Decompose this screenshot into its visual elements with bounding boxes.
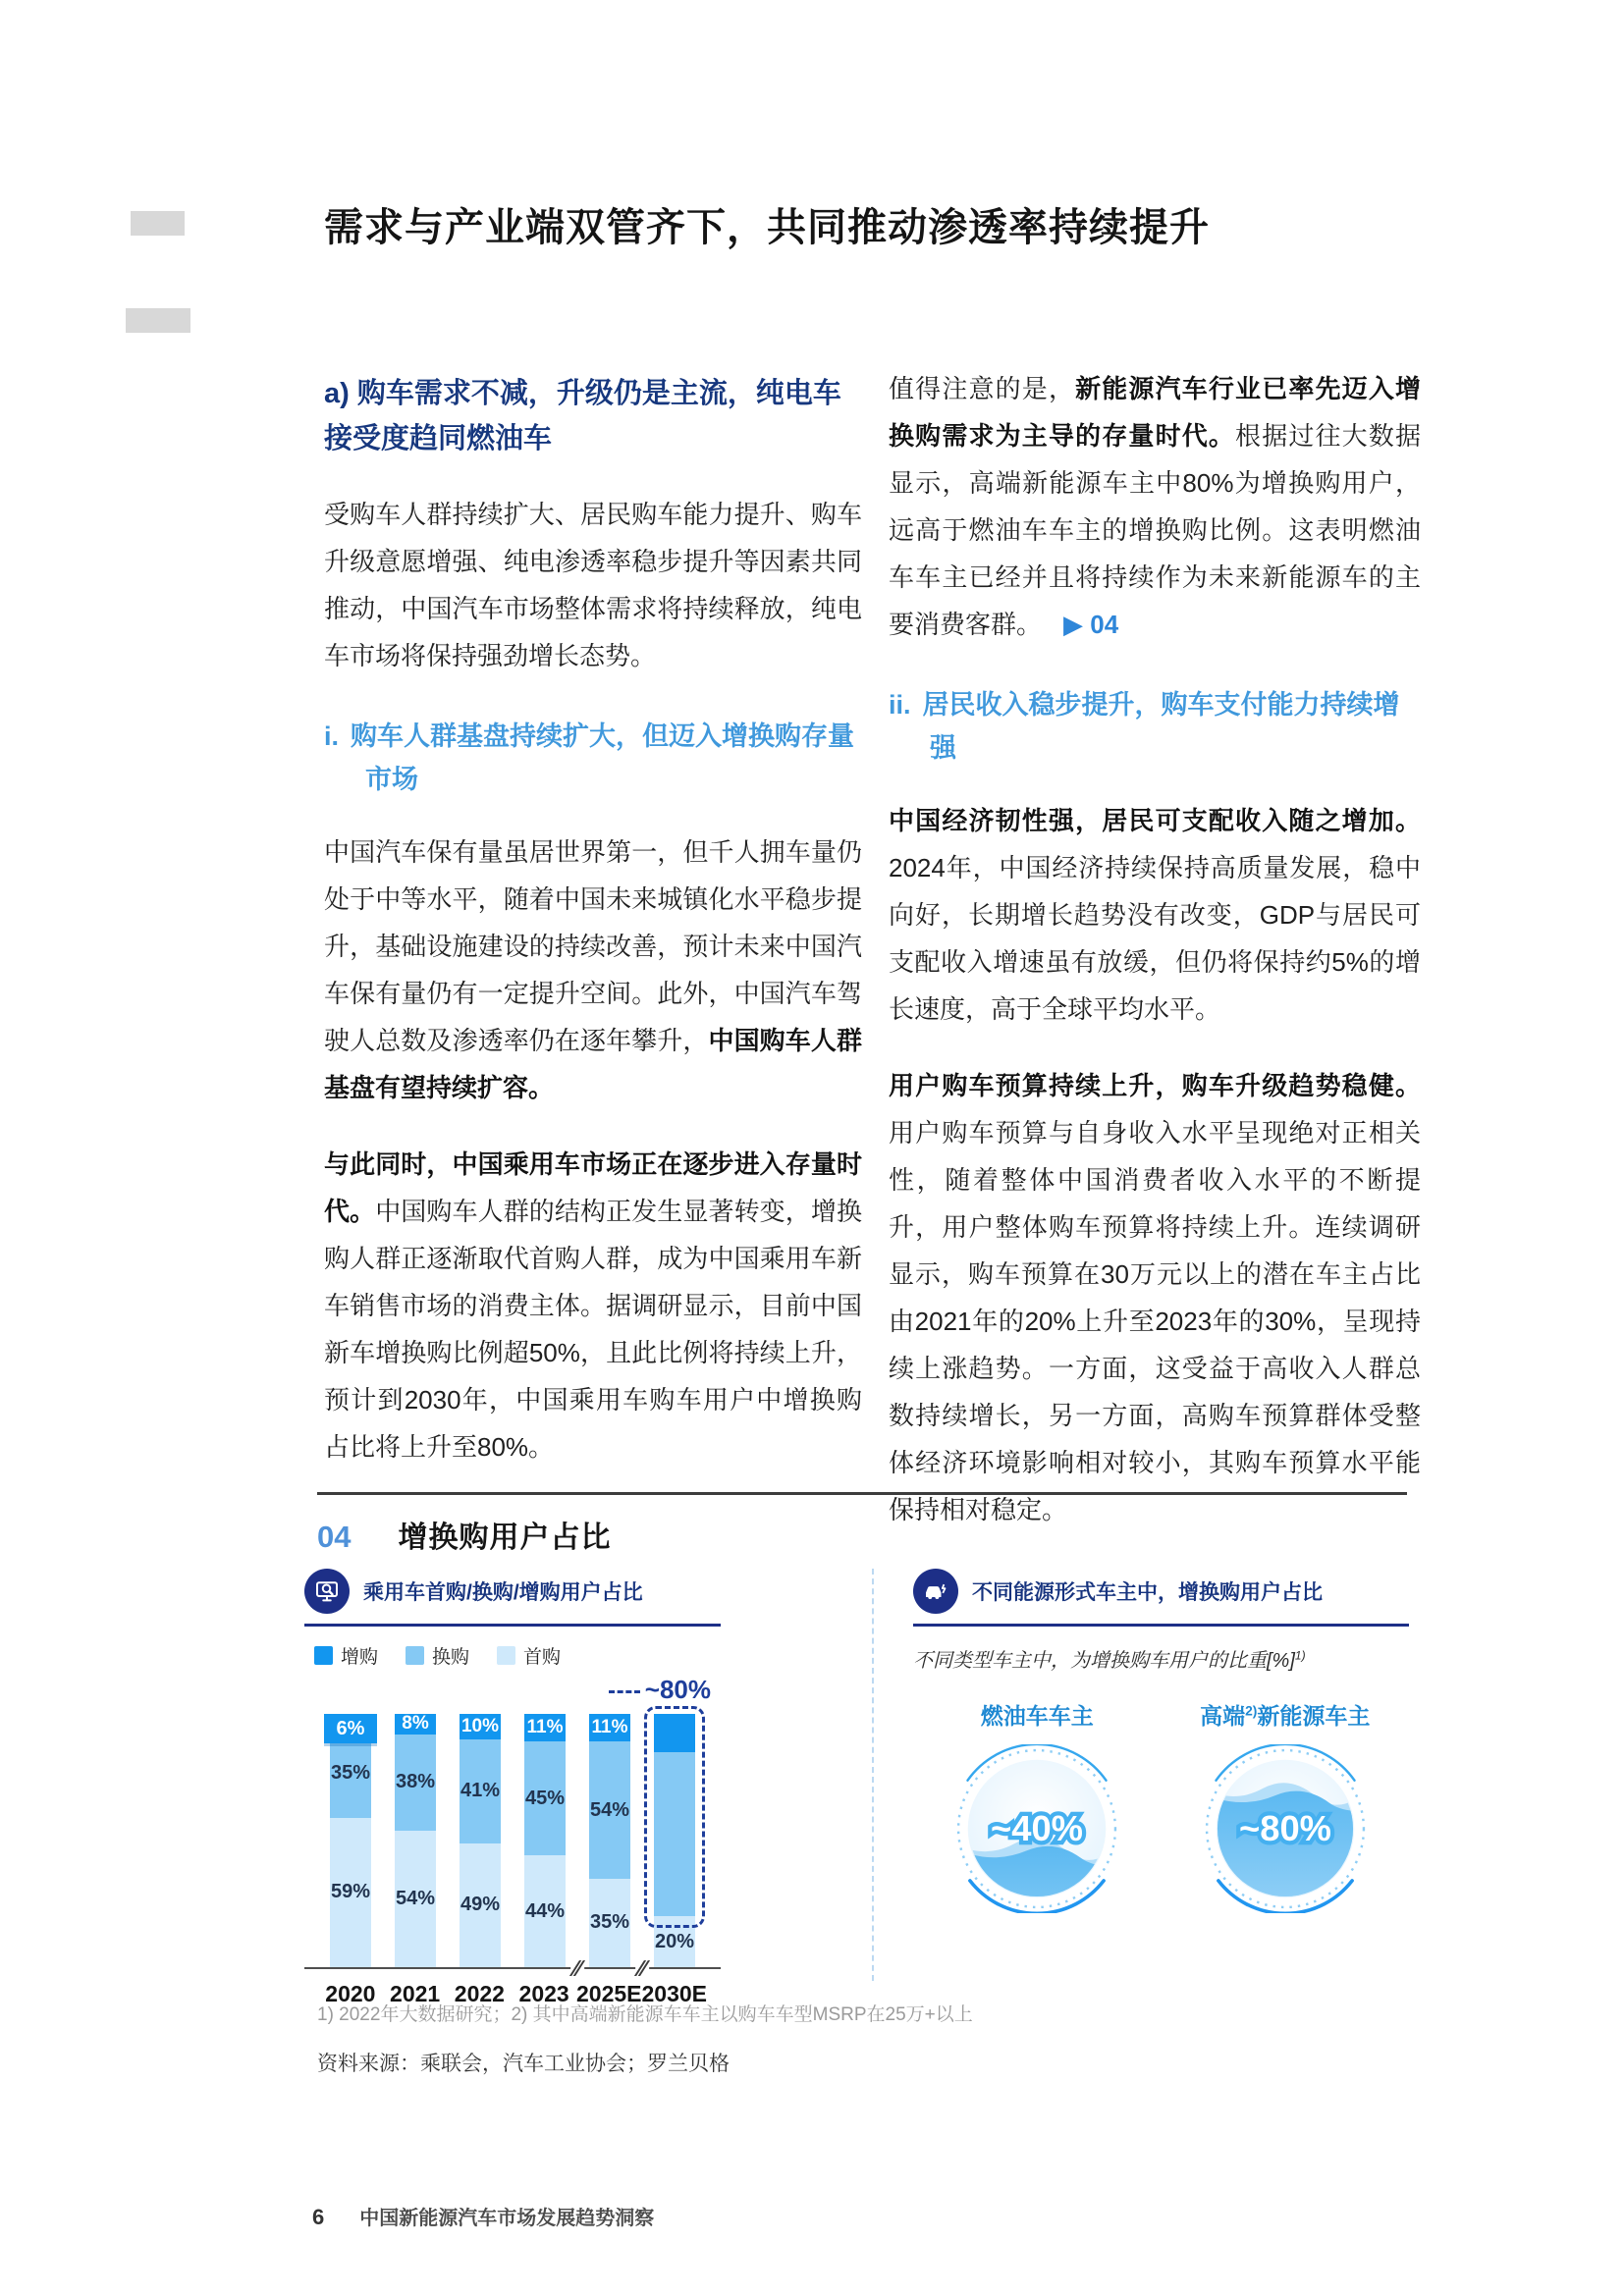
legend-item: 增购: [314, 1642, 378, 1669]
subheading-i-text: 购车人群基盘持续扩大，但迈入增换购存量市场: [351, 721, 855, 794]
page-number: 6: [312, 2205, 325, 2229]
bar-segment: 35%: [589, 1879, 630, 1967]
right-column: [889, 365, 1421, 1563]
bar-column: [318, 1714, 383, 1967]
x-tick-label: 2020: [325, 1981, 376, 2006]
bar-column: [513, 1714, 577, 1967]
paragraph: 值得注意的是，新能源汽车行业已率先迈入增换购需求为主导的存量时代。根据过往大数据显示，高端新能源车主中80%为增换购用户，远高于燃油车车主的增换购比例。这表明燃油车车主已经并且将持续作为未来新能源车的主要消费客群。 ▶ 04: [889, 374, 1421, 639]
subheading-ii-text: 居民收入稳步提升，购车支付能力持续增强: [922, 690, 1400, 763]
paragraph: 中国汽车保有量虽居世界第一，但千人拥车量仍处于中等水平，随着中国未来城镇化水平稳步提升，基础设施建设的持续改善，预计未来中国汽车保有量仍有一定提升空间。此外，中国汽车驾驶人总数及渗透率仍在逐年攀升，中国购车人群基盘有望持续扩容。: [324, 837, 862, 1102]
subheading-ii: [889, 683, 1421, 770]
bar-segment: 54%: [589, 1741, 630, 1878]
x-tick-label: 2025E: [576, 1981, 642, 2006]
legend-item: 首购: [497, 1642, 561, 1669]
bar-segment: 45%: [524, 1741, 566, 1855]
bar-column: [577, 1714, 642, 1967]
subheading-i-marker: i.: [324, 721, 340, 751]
figure-header: [317, 1513, 611, 1556]
subheading-ii-marker: ii.: [889, 690, 911, 720]
x-tick-label: 2030E: [641, 1981, 708, 2006]
bar-segment: 11%: [589, 1714, 630, 1741]
bar-segment: 38%: [395, 1735, 436, 1831]
water-gauge: [946, 1744, 1128, 1913]
x-tick-label: 2022: [454, 1981, 505, 2006]
left-column: [324, 365, 862, 1500]
bar-segment: 10%: [460, 1714, 501, 1739]
annotation-dashed-box: [644, 1706, 705, 1928]
gauge-row: [913, 1698, 1409, 1913]
water-gauge: [1194, 1744, 1377, 1913]
bar-chart-header: [304, 1569, 721, 1627]
page-footer: [312, 2202, 654, 2230]
stacked-bar-chart: [318, 1675, 711, 1981]
paragraph: 受购车人群持续扩大、居民购车能力提升、购车升级意愿增强、纯电渗透率稳步提升等因素共同推动，中国汽车市场整体需求将持续释放，纯电车市场将保持强劲增长态势。: [324, 500, 862, 670]
paragraph: 与此同时，中国乘用车市场正在逐步进入存量时代。中国购车人群的结构正发生显著转变，增换购人群正逐渐取代首购人群，成为中国乘用车新车销售市场的消费主体。据调研显示，目前中国新车增换购比例超50%，且此比例将持续上升，预计到2030年，中国乘用车购车用户中增换购占比将上升至80%。: [324, 1149, 862, 1462]
section-a-heading: a) 购车需求不减，升级仍是主流，纯电车接受度趋同燃油车: [324, 378, 841, 454]
gauge-fuel: [913, 1698, 1162, 1913]
gauge-panel-title: 不同能源形式车主中，增换购用户占比: [972, 1581, 1323, 1604]
bar-chart-title: 乘用车首购/换购/增购用户占比: [363, 1581, 643, 1604]
bar-segment: 54%: [395, 1831, 436, 1967]
bars: [318, 1675, 711, 1967]
bar-segment: 11%: [524, 1714, 566, 1741]
decorative-gray-bar: [131, 211, 185, 236]
legend-item: 换购: [406, 1642, 469, 1669]
bar-segment: [330, 1714, 371, 1739]
bar-column: [642, 1675, 711, 1967]
gauge-nev-label: 高端$^{2)}$新能源车主: [1200, 1703, 1371, 1729]
gauge-nev-value: ~80%: [1238, 1808, 1331, 1849]
figure-footnote: 1) 2022年大数据研究；2) 其中高端新能源车车主以购车车型MSRP在25万+以上: [317, 2004, 973, 2025]
gauge-panel: [913, 1569, 1409, 1913]
figure-source: 资料来源：乘联会，汽车工业协会；罗兰贝格: [317, 2053, 730, 2075]
figure-title: 增换购用户占比: [398, 1522, 612, 1554]
gauge-fuel-value: ~40%: [991, 1808, 1084, 1849]
x-axis-line: [304, 1967, 721, 1969]
bar-chart-panel: [304, 1569, 721, 2007]
gauge-nev: [1162, 1698, 1410, 1913]
x-tick-label: 2023: [518, 1981, 569, 2006]
bar-segment: 49%: [460, 1843, 501, 1967]
bar-segment: 44%: [524, 1855, 566, 1967]
bar-segment: 59%: [330, 1818, 371, 1967]
bar-segment: 20%: [654, 1916, 695, 1967]
bar-segment: 8%: [395, 1714, 436, 1735]
chart-legend: [314, 1642, 721, 1669]
highlight-badge: 6%: [324, 1714, 377, 1743]
bar-column: [448, 1714, 513, 1967]
subheading-i: [324, 715, 862, 801]
x-tick-label: 2021: [390, 1981, 441, 2006]
page-title: 需求与产业端双管齐下，共同推动渗透率持续提升: [324, 206, 1210, 249]
vehicles-energy-icon: [913, 1569, 958, 1614]
panel-separator: [872, 1569, 874, 1981]
figure-number: 04: [317, 1520, 352, 1554]
gauge-subtitle: 不同类型车主中，为增换购车用户的比重[%]$^{1)}$: [913, 1648, 1306, 1672]
annotation-label: ~80%: [609, 1675, 711, 1705]
bar-column: [383, 1714, 448, 1967]
report-analysis-icon: [304, 1569, 350, 1614]
decorative-gray-bar: [126, 308, 190, 333]
figure-divider: [317, 1492, 1407, 1495]
gauge-panel-header: [913, 1569, 1409, 1627]
footer-text: 中国新能源汽车市场发展趋势洞察: [359, 2208, 655, 2229]
paragraph: 用户购车预算持续上升，购车升级趋势稳健。用户购车预算与自身收入水平呈现绝对正相关性，随着整体中国消费者收入水平的不断提升，用户整体购车预算将持续上升。连续调研显示，购车预算在30万元以上的潜在车主占比由2021年的20%上升至2023年的30%，呈现持续上涨趋势。一方面，这受益于高收入人群总数持续增长，另一方面，高购车预算群体受整体经济环境影响相对较小，其购车预算水平能保持相对稳定。: [889, 1071, 1421, 1524]
axis-break: ∕∕: [635, 1955, 649, 1981]
axis-break: ∕∕: [570, 1955, 584, 1981]
bar-segment: 35%: [330, 1729, 371, 1817]
bar-segment: 41%: [460, 1739, 501, 1843]
paragraph: 中国经济韧性强，居民可支配收入随之增加。2024年，中国经济持续保持高质量发展，稳中向好，长期增长趋势没有改变，GDP与居民可支配收入增速虽有放缓，但仍将保持约5%的增长速度，高于全球平均水平。: [889, 806, 1421, 1024]
gauge-fuel-label: 燃油车车主: [980, 1703, 1094, 1729]
